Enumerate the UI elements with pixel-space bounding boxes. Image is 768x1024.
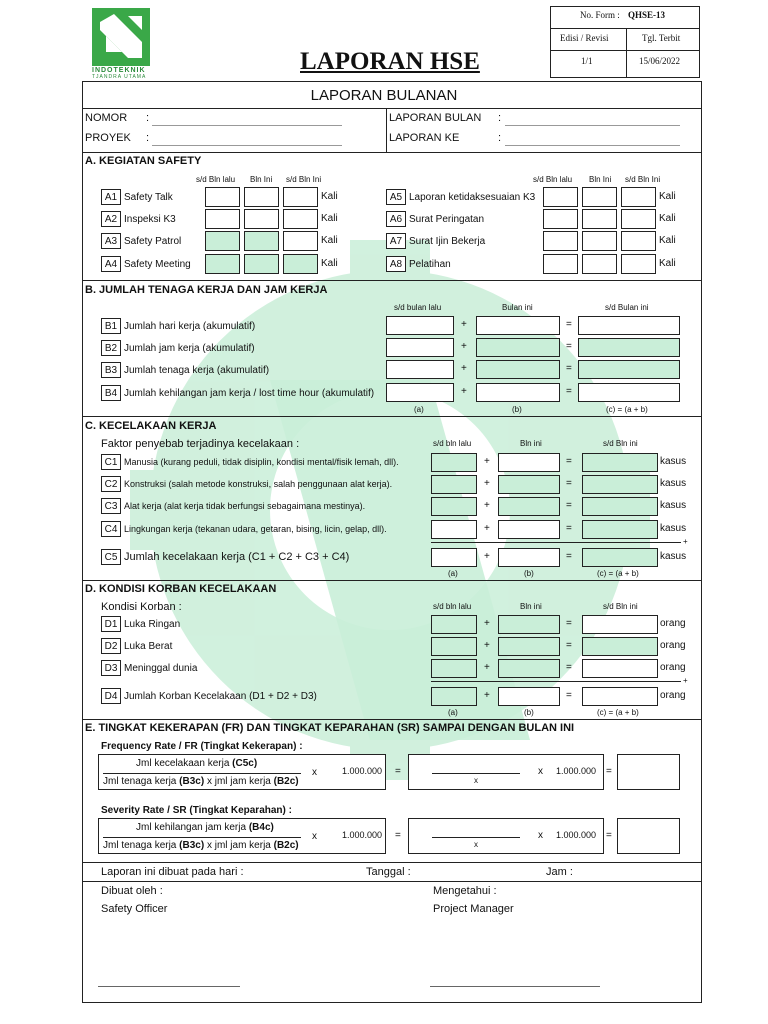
label-a5: Laporan ketidaksesuaian K3 [409,192,536,203]
b2-curr[interactable] [476,338,560,357]
jam-label: Jam : [546,866,573,878]
label-a2: Inspeksi K3 [124,214,176,225]
a7-prev[interactable] [543,231,578,251]
c2-curr[interactable] [498,475,560,494]
label-b2: Jumlah jam kerja (akumulatif) [124,343,255,354]
d1-curr[interactable] [498,615,560,634]
report-title: LAPORAN BULANAN [310,87,458,104]
a5-curr[interactable] [582,187,617,207]
code-b3: B3 [101,362,121,378]
section-c-subtitle: Faktor penyebab terjadinya kecelakaan : [101,438,300,450]
label-d2: Luka Berat [124,641,173,652]
b4-total[interactable] [578,383,680,402]
a8-total[interactable] [621,254,656,274]
edisi-value: 1/1 [581,56,593,66]
c2-prev[interactable] [431,475,477,494]
section-e-title: E. TINGKAT KEKERAPAN (FR) DAN TINGKAT KEPARAHAN (SR) SAMPAI DENGAN BULAN INI [85,722,575,734]
code-b2: B2 [101,340,121,356]
section-d-subtitle: Kondisi Korban : [101,601,182,613]
b3-total[interactable] [578,360,680,379]
code-a8: A8 [386,256,406,272]
c4-total[interactable] [582,520,658,539]
b4-prev[interactable] [386,383,454,402]
edisi-label: Edisi / Revisi [560,33,609,43]
code-c2: C2 [101,476,121,492]
a1-total[interactable] [283,187,318,207]
label-c1: Manusia (kurang peduli, tidak disiplin, kondisi mental/fisik lemah, dll). [124,457,399,467]
code-a2: A2 [101,211,121,227]
d4-total[interactable] [582,687,658,706]
code-d2: D2 [101,638,121,654]
code-b1: B1 [101,318,121,334]
code-a5: A5 [386,189,406,205]
laporan-bulan-label: LAPORAN BULAN [389,112,482,124]
label-d4: Jumlah Korban Kecelakaan (D1 + D2 + D3) [124,691,317,702]
d1-total[interactable] [582,615,658,634]
company-logo [92,8,150,66]
a3-prev[interactable] [205,231,240,251]
d1-prev[interactable] [431,615,477,634]
d2-total[interactable] [582,637,658,656]
tgl-label: Tgl. Terbit [642,33,681,43]
c3-prev[interactable] [431,497,477,516]
a8-curr[interactable] [582,254,617,274]
b2-total[interactable] [578,338,680,357]
a4-prev[interactable] [205,254,240,274]
c3-curr[interactable] [498,497,560,516]
label-b1: Jumlah hari kerja (akumulatif) [124,321,256,332]
laporan-ke-field[interactable] [505,145,680,146]
d3-curr[interactable] [498,659,560,678]
a5-total[interactable] [621,187,656,207]
code-b4: B4 [101,385,121,401]
code-a7: A7 [386,233,406,249]
a8-prev[interactable] [543,254,578,274]
label-b3: Jumlah tenaga kerja (akumulatif) [124,365,270,376]
a6-prev[interactable] [543,209,578,229]
label-d1: Luka Ringan [124,619,181,630]
code-c3: C3 [101,498,121,514]
b1-total[interactable] [578,316,680,335]
code-d1: D1 [101,616,121,632]
code-d4: D4 [101,688,121,704]
b1-curr[interactable] [476,316,560,335]
c4-curr[interactable] [498,520,560,539]
a1-curr[interactable] [244,187,279,207]
a2-total[interactable] [283,209,318,229]
mengetahui-role: Project Manager [433,903,514,915]
a3-curr[interactable] [244,231,279,251]
section-c-title: C. KECELAKAAN KERJA [85,420,217,432]
label-c5: Jumlah kecelakaan kerja (C1 + C2 + C3 + C4) [124,551,350,563]
nomor-field[interactable] [152,125,342,126]
c5-total[interactable] [582,548,658,567]
page-title: LAPORAN HSE [300,48,480,75]
form-no-value: QHSE-13 [628,10,666,20]
sr-label: Severity Rate / SR (Tingkat Keparahan) : [101,805,292,816]
b3-prev[interactable] [386,360,454,379]
c3-total[interactable] [582,497,658,516]
a6-curr[interactable] [582,209,617,229]
laporan-ke-label: LAPORAN KE [389,132,460,144]
proyek-field[interactable] [152,145,342,146]
fr-result-box[interactable] [617,754,680,790]
tgl-value: 15/06/2022 [639,56,681,66]
label-c3: Alat kerja (alat kerja tidak berfungsi sebagaimana mestinya). [124,501,366,511]
mengetahui-label: Mengetahui : [433,885,497,897]
b1-prev[interactable] [386,316,454,335]
c5-prev[interactable] [431,548,477,567]
b3-curr[interactable] [476,360,560,379]
c5-curr[interactable] [498,548,560,567]
label-a3: Safety Patrol [124,236,182,247]
label-c2: Konstruksi (salah metode konstruksi, salah penggunaan alat kerja). [124,479,393,489]
laporan-bulan-field[interactable] [505,125,680,126]
d2-curr[interactable] [498,637,560,656]
a2-curr[interactable] [244,209,279,229]
c2-total[interactable] [582,475,658,494]
code-a4: A4 [101,256,121,272]
a4-total[interactable] [283,254,318,274]
d3-total[interactable] [582,659,658,678]
label-c4: Lingkungan kerja (tekanan udara, getaran, bising, licin, gelap, dll). [124,524,387,534]
d4-prev[interactable] [431,687,477,706]
section-a-title: A. KEGIATAN SAFETY [85,155,202,167]
signature-line-project-manager[interactable] [430,986,600,987]
code-a6: A6 [386,211,406,227]
a6-total[interactable] [621,209,656,229]
a7-total[interactable] [621,231,656,251]
label-a4: Safety Meeting [124,259,191,270]
code-a1: A1 [101,189,121,205]
dibuat-oleh-label: Dibuat oleh : [101,885,163,897]
a4-curr[interactable] [244,254,279,274]
c4-prev[interactable] [431,520,477,539]
code-d3: D3 [101,660,121,676]
c1-prev[interactable] [431,453,477,472]
d2-prev[interactable] [431,637,477,656]
label-a1: Safety Talk [124,192,173,203]
label-d3: Meninggal dunia [124,663,198,674]
dibuat-role: Safety Officer [101,903,168,915]
section-d-title: D. KONDISI KORBAN KECELAKAAN [85,583,277,595]
nomor-label: NOMOR [85,112,128,124]
d3-prev[interactable] [431,659,477,678]
form-no-label: No. Form : [580,10,620,20]
label-b4: Jumlah kehilangan jam kerja / lost time hour (akumulatif) [124,388,375,399]
company-subname: TJANDRA UTAMA [92,74,147,80]
sr-result-box[interactable] [617,818,680,854]
c1-curr[interactable] [498,453,560,472]
a2-prev[interactable] [205,209,240,229]
tanggal-label: Tanggal : [366,866,411,878]
section-b-title: B. JUMLAH TENAGA KERJA DAN JAM KERJA [85,284,328,296]
proyek-label: PROYEK [85,132,131,144]
code-a3: A3 [101,233,121,249]
label-a6: Surat Peringatan [409,214,485,225]
code-c1: C1 [101,454,121,470]
d4-curr[interactable] [498,687,560,706]
a5-prev[interactable] [543,187,578,207]
label-a8: Pelatihan [409,259,451,270]
code-c5: C5 [101,549,121,565]
label-a7: Surat Ijin Bekerja [409,236,486,247]
a7-curr[interactable] [582,231,617,251]
a3-total[interactable] [283,231,318,251]
fr-label: Frequency Rate / FR (Tingkat Kekerapan) : [101,741,303,752]
code-c4: C4 [101,521,121,537]
b4-curr[interactable] [476,383,560,402]
b2-prev[interactable] [386,338,454,357]
a1-prev[interactable] [205,187,240,207]
signature-line-safety-officer[interactable] [98,986,240,987]
dibuat-hari-label: Laporan ini dibuat pada hari : [101,866,244,878]
c1-total[interactable] [582,453,658,472]
company-name: INDOTEKNIK [92,67,146,74]
